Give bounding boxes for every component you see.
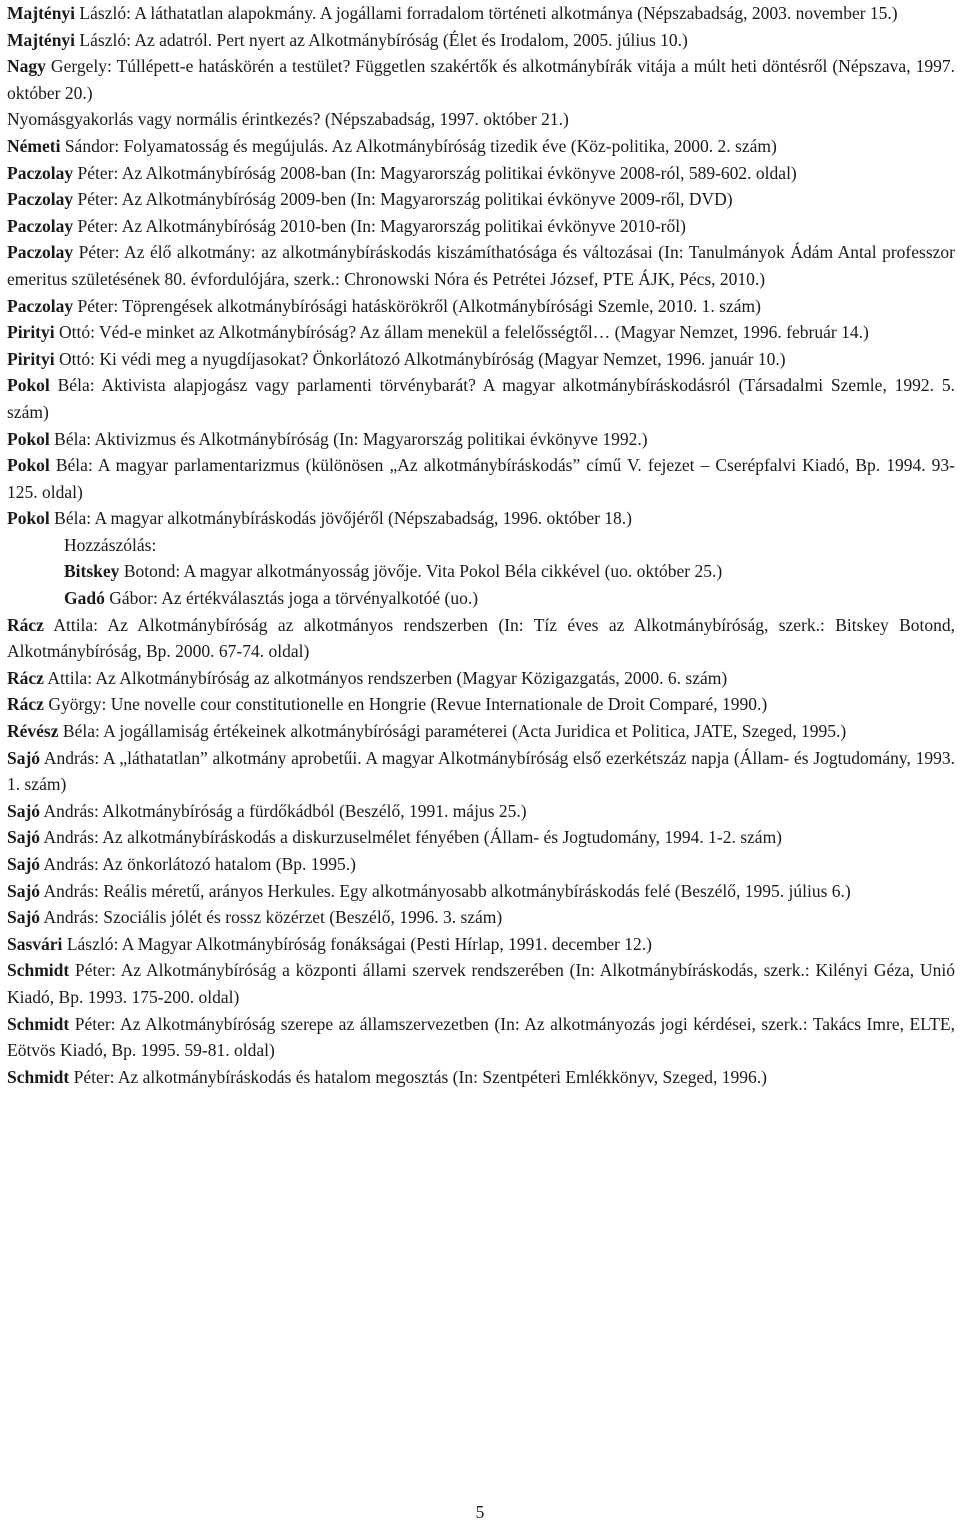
- entry-text: László: A Magyar Alkotmánybíróság fonákságai (Pesti Hírlap, 1991. december 12.): [62, 933, 652, 954]
- author-surname: Schmidt: [7, 960, 70, 981]
- entry-text: András: Az önkorlátozó hatalom (Bp. 1995.): [40, 854, 356, 874]
- entry-text: Ottó: Ki védi meg a nyugdíjasokat? Önkorlátozó Alkotmánybíróság (Magyar Nemzet, 1996. január 10.): [54, 348, 786, 369]
- bibliography-entry: [7, 851, 955, 878]
- author-surname: Paczolay: [7, 242, 74, 263]
- entry-text: Gergely: Túllépett-e hatáskörén a testület? Független szakértők és alkotmánybírák vitája a múlt heti döntésről (Népszava, 1997. október 20.): [7, 56, 955, 103]
- bibliography-entry: [7, 27, 955, 54]
- author-surname: Pirityi: [7, 348, 55, 369]
- bibliography-entry: [7, 426, 955, 453]
- author-surname: Nagy: [7, 56, 46, 77]
- bibliography-entry: [7, 878, 955, 905]
- author-surname: Rácz: [7, 614, 44, 635]
- bibliography-entry: [7, 824, 955, 851]
- entry-text: András: A „láthatatlan” alkotmány aprobetűi. A magyar Alkotmánybíróság első ezerkétszáz napja (Állam- és Jogtudomány, 1993. 1. szám): [7, 747, 955, 795]
- entry-text: Béla: Aktivizmus és Alkotmánybíróság (In: Magyarország politikai évkönyve 1992.): [49, 428, 648, 449]
- entry-text: Attila: Az Alkotmánybíróság az alkotmányos rendszerben (In: Tíz éves az Alkotmánybíróság, szerk.: Bitskey Botond, Alkotmánybíróság, Bp. 2000. 67-74. oldal): [7, 614, 955, 662]
- bibliography-entry: [7, 1011, 955, 1064]
- bibliography-entry: [7, 1064, 955, 1091]
- bibliography-entry: [7, 931, 955, 958]
- entry-text: Attila: Az Alkotmánybíróság az alkotmányos rendszerben (Magyar Közigazgatás, 2000. 6. szám): [43, 667, 728, 688]
- bibliography-entry: [7, 957, 955, 1010]
- entry-text: Péter: Az Alkotmánybíróság 2010-ben (In: Magyarország politikai évkönyve 2010-ről): [73, 215, 686, 236]
- entry-text: Gábor: Az értékválasztás joga a törvényalkotóé (uo.): [104, 588, 479, 609]
- author-surname: Rácz: [7, 667, 44, 688]
- author-surname: Pirityi: [7, 322, 55, 343]
- entry-text: László: Az adatról. Pert nyert az Alkotmánybíróság (Élet és Irodalom, 2005. július 10.): [75, 29, 688, 50]
- bibliography-entry: [7, 213, 955, 240]
- author-surname: Sasvári: [7, 933, 63, 954]
- bibliography-entry: [7, 133, 955, 160]
- entry-text: György: Une novelle cour constitutionelle en Hongrie (Revue Internationale de Droit Comparé, 1990.): [43, 694, 768, 715]
- bibliography-entry: [7, 319, 955, 346]
- bibliography-entry: [7, 558, 955, 585]
- author-surname: Révész: [7, 721, 59, 742]
- author-surname: Pokol: [7, 428, 50, 449]
- bibliography-entry: [7, 691, 955, 718]
- bibliography-entry: [7, 239, 955, 292]
- bibliography-list: [7, 0, 955, 1090]
- bibliography-entry: [7, 665, 955, 692]
- entry-text: Béla: A magyar alkotmánybíráskodás jövőjéről (Népszabadság, 1996. október 18.): [49, 508, 633, 529]
- bibliography-entry: [7, 160, 955, 187]
- bibliography-entry: [7, 346, 955, 373]
- bibliography-entry: [7, 53, 955, 106]
- entry-text: Sándor: Folyamatosság és megújulás. Az Alkotmánybíróság tizedik éve (Köz-politika, 2000. 2. szám): [60, 135, 777, 156]
- entry-text: Péter: Az alkotmánybíráskodás és hatalom megosztás (In: Szentpéteri Emlékkönyv, Szeged, 1996.): [69, 1066, 767, 1087]
- entry-text: Nyomásgyakorlás vagy normális érintkezés? (Népszabadság, 1997. október 21.): [7, 109, 569, 130]
- author-surname: Sajó: [7, 854, 41, 874]
- author-surname: Sajó: [7, 907, 41, 928]
- entry-text: Béla: A magyar parlamentarizmus (különösen „Az alkotmánybíráskodás” című V. fejezet – Cserépfalvi Kiadó, Bp. 1994. 93-125. oldal): [7, 455, 955, 502]
- bibliography-entry: [7, 186, 955, 213]
- bibliography-entry: [7, 585, 955, 612]
- entry-text: Péter: Az Alkotmánybíróság 2009-ben (In: Magyarország politikai évkönyve 2009-ről, DVD): [73, 189, 733, 210]
- entry-text: Péter: Az élő alkotmány: az alkotmánybíráskodás kiszámíthatósága és változásai (In: Tanulmányok Ádám Antal professzor emeritus születésének 80. évfordulójára, szerk.: Chronowski Nóra és Petrétei József, PTE ÁJK, Pécs, 2010.): [7, 242, 955, 289]
- bibliography-entry: [7, 372, 955, 425]
- entry-text: Botond: A magyar alkotmányosság jövője. Vita Pokol Béla cikkével (uo. október 25.): [119, 561, 723, 582]
- author-surname: Schmidt: [7, 1013, 70, 1034]
- author-surname: Sajó: [7, 880, 41, 901]
- author-surname: Majtényi: [7, 29, 76, 50]
- author-surname: Sajó: [7, 827, 41, 848]
- entry-text: András: Az alkotmánybíráskodás a diskurzuselmélet fényében (Állam- és Jogtudomány, 1994. 1-2. szám): [40, 827, 783, 848]
- author-surname: Németi: [7, 135, 61, 156]
- author-surname: Paczolay: [7, 215, 74, 236]
- bibliography-entry: [7, 505, 955, 532]
- author-surname: Pokol: [7, 508, 50, 529]
- entry-text: András: Alkotmánybíróság a fürdőkádból (Beszélő, 1991. május 25.): [40, 800, 527, 821]
- entry-text: Ottó: Véd-e minket az Alkotmánybíróság? Az állam menekül a felelősségtől… (Magyar Nemzet, 1996. február 14.): [54, 322, 869, 343]
- entry-text: Béla: A jogállamiság értékeinek alkotmánybírósági paraméterei (Acta Juridica et Politica, JATE, Szeged, 1995.): [58, 721, 847, 742]
- bibliography-entry: [7, 293, 955, 320]
- bibliography-entry: [7, 0, 955, 27]
- author-surname: Schmidt: [7, 1066, 70, 1087]
- entry-text: Péter: Töprengések alkotmánybírósági hatáskörökről (Alkotmánybírósági Szemle, 2010. 1. szám): [73, 295, 761, 316]
- author-surname: Paczolay: [7, 162, 74, 183]
- author-surname: Sajó: [7, 747, 41, 768]
- author-surname: Sajó: [7, 800, 41, 821]
- entry-text: Hozzászólás:: [64, 534, 157, 555]
- bibliography-entry: [7, 718, 955, 745]
- bibliography-entry: [7, 452, 955, 505]
- bibliography-entry: [7, 904, 955, 931]
- author-surname: Paczolay: [7, 189, 74, 210]
- author-surname: Majtényi: [7, 3, 76, 23]
- entry-text: András: Szociális jólét és rossz közérzet (Beszélő, 1996. 3. szám): [40, 907, 503, 928]
- entry-text: András: Reális méretű, arányos Herkules. Egy alkotmányosabb alkotmánybíráskodás felé (Beszélő, 1995. július 6.): [40, 880, 851, 901]
- author-surname: Bitskey: [64, 561, 120, 582]
- bibliography-entry: [7, 745, 955, 798]
- bibliography-entry: [7, 612, 955, 665]
- page-number: 5: [475, 1502, 485, 1522]
- bibliography-entry: [7, 106, 955, 133]
- author-surname: Rácz: [7, 694, 44, 715]
- bibliography-entry: [7, 532, 955, 559]
- author-surname: Pokol: [7, 375, 50, 396]
- entry-text: László: A láthatatlan alapokmány. A jogállami forradalom történeti alkotmánya (Népszabadság, 2003. november 15.): [75, 3, 898, 23]
- entry-text: Péter: Az Alkotmánybíróság szerepe az államszervezetben (In: Az alkotmányozás jogi kérdései, szerk.: Takács Imre, ELTE, Eötvös Kiadó, Bp. 1995. 59-81. oldal): [7, 1013, 955, 1061]
- author-surname: Pokol: [7, 455, 50, 476]
- entry-text: Béla: Aktivista alapjogász vagy parlamenti törvénybarát? A magyar alkotmánybíráskodásról (Társadalmi Szemle, 1992. 5. szám): [7, 375, 955, 422]
- entry-text: Péter: Az Alkotmánybíróság 2008-ban (In: Magyarország politikai évkönyve 2008-ról, 589-602. oldal): [73, 162, 797, 183]
- entry-text: Péter: Az Alkotmánybíróság a központi állami szervek rendszerében (In: Alkotmánybíráskodás, szerk.: Kilényi Géza, Unió Kiadó, Bp. 1993. 175-200. oldal): [7, 960, 955, 1007]
- bibliography-entry: [7, 798, 955, 825]
- author-surname: Gadó: [64, 588, 105, 609]
- author-surname: Paczolay: [7, 295, 74, 316]
